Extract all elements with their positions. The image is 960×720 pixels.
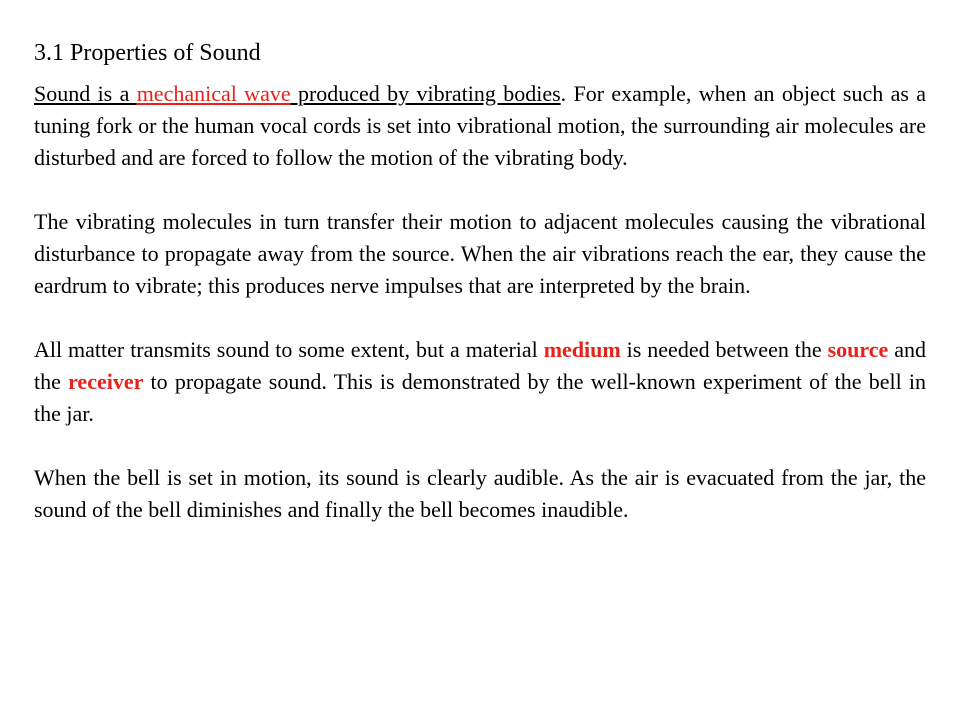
term-source: source xyxy=(827,337,889,362)
term-receiver: receiver xyxy=(68,369,144,394)
p3-part2: is needed between the xyxy=(620,337,828,362)
term-medium: medium xyxy=(543,337,621,362)
p3-part4: to propagate sound. This is demonstrated by the well-known experiment of the bell in the jar. xyxy=(34,369,926,426)
p1-body: . For example, when an object such as a tuning fork or the human vocal cords is set into vibrational motion, the surrounding air molecules are disturbed and are forced to follow the motion of the vibrating body. xyxy=(34,81,927,170)
term-mechanical-wave: mechanical wave xyxy=(136,81,291,106)
paragraph-bell-jar: When the bell is set in motion, its sound is clearly audible. As the air is evacuated from the jar, the sound of the bell diminishes and finally the bell becomes inaudible. xyxy=(34,465,926,522)
p3-part3: and the xyxy=(34,337,927,394)
paragraph-medium xyxy=(34,334,926,430)
p1-intro: Sound is a xyxy=(34,81,137,106)
page-title: 3.1 Properties of Sound xyxy=(34,40,261,66)
paragraph-propagation: The vibrating molecules in turn transfer their motion to adjacent molecules causing the vibrational disturbance to propagate away from the source. When the air vibrations reach the ear, they cause the eardrum to vibrate; this produces nerve impulses that are interpreted by the brain. xyxy=(34,209,926,298)
p1-vibrating-bodies: produced by vibrating bodies xyxy=(290,81,561,106)
p3-part1: All matter transmits sound to some extent, but a material xyxy=(34,337,544,362)
paragraph-sound-definition xyxy=(34,78,926,174)
slide-content xyxy=(34,38,926,558)
